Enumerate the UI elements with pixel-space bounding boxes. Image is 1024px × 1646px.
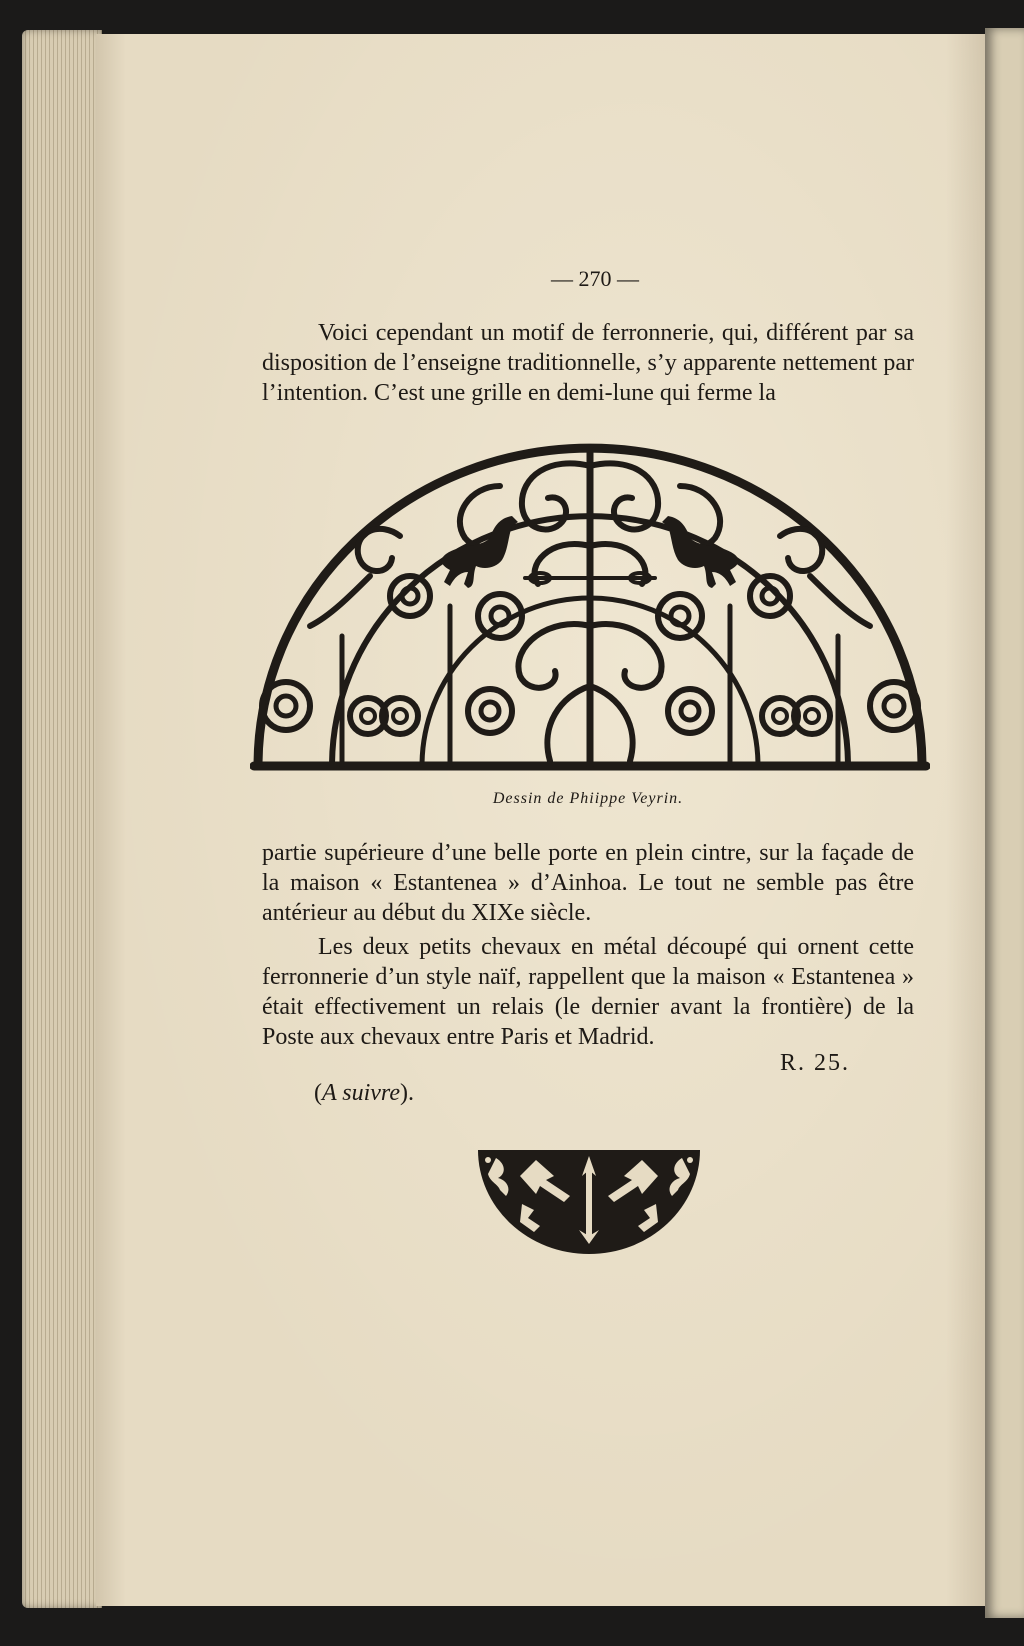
ironwork-grille-illustration [250, 426, 930, 776]
tailpiece-ornament [476, 1146, 702, 1254]
to-be-continued-label: A suivre [322, 1080, 400, 1106]
author-signature: R. 25. [780, 1050, 851, 1076]
paragraph-intro: Voici cependant un motif de ferronnerie, qui, différent par sa disposition de l’enseigne traditionnelle, s’y apparente nettement par l’intention. C’est une grille en demi-lune qui ferme la [262, 320, 914, 406]
to-be-continued [314, 1080, 414, 1107]
adjacent-page-edge [985, 28, 1024, 1618]
page-number: — 270 — [551, 266, 639, 291]
figure-caption: Dessin de Phiippe Veyrin. [492, 790, 684, 807]
paragraph-description: partie supérieure d’une belle porte en plein cintre, sur la façade de la maison « Estantenea » d’Ainhoa. Le tout ne semble pas être antérieur au début du XIXe siècle. [262, 840, 914, 926]
paren-open: ( [314, 1080, 322, 1106]
paren-close: ). [400, 1080, 414, 1106]
stacked-page-edges [22, 30, 102, 1608]
paragraph-horses: Les deux petits chevaux en métal découpé qui ornent cette ferronnerie d’un style naïf, rappellent que la maison « Estantenea » était effectivement un relais (le dernier avant la frontière) de la Poste aux chevaux entre Paris et Madrid. [262, 934, 914, 1050]
